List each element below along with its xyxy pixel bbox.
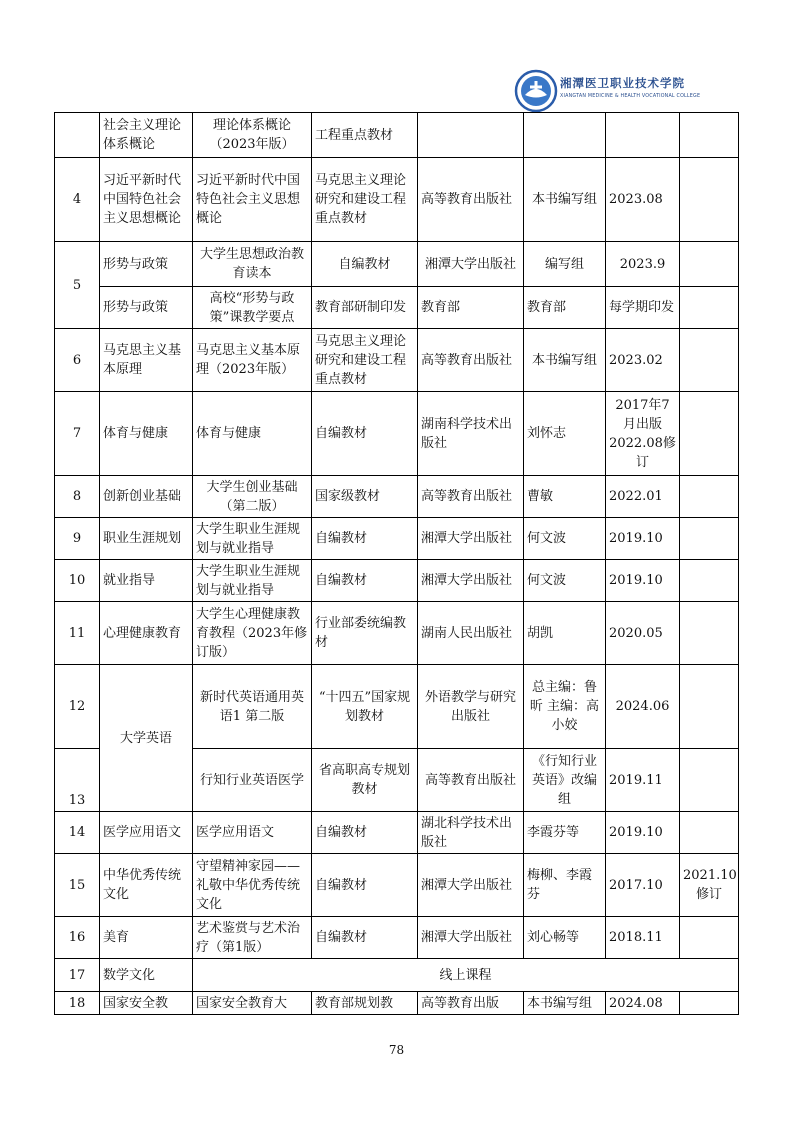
type-cell: 自编教材: [312, 812, 418, 854]
row-number: 18: [55, 992, 100, 1015]
date-cell: 2019.10: [606, 560, 680, 602]
date-cell: 2023.02: [606, 329, 680, 392]
type-cell: “十四五”国家规划教材: [312, 665, 418, 749]
date-cell: [606, 113, 680, 158]
course-cell: 习近平新时代中国特色社会主义思想概论: [100, 158, 193, 242]
textbook-cell: 新时代英语通用英语1 第二版: [193, 665, 312, 749]
author-cell: 本书编写组: [524, 158, 606, 242]
type-cell: 自编教材: [312, 917, 418, 959]
textbook-cell: 理论体系概论（2023年版）: [193, 113, 312, 158]
note-cell: [680, 560, 739, 602]
note-cell: [680, 812, 739, 854]
course-cell: 创新创业基础: [100, 476, 193, 518]
course-cell: 大学英语: [100, 665, 193, 812]
author-cell: 教育部: [524, 287, 606, 329]
row-number: 6: [55, 329, 100, 392]
publisher-cell: 湘潭大学出版社: [418, 917, 524, 959]
table-row: [55, 665, 739, 749]
date-cell: 2024.06: [606, 665, 680, 749]
note-cell: [680, 242, 739, 287]
college-logo: [514, 66, 701, 116]
course-cell: 职业生涯规划: [100, 518, 193, 560]
table-row: [55, 113, 739, 158]
course-cell: 体育与健康: [100, 392, 193, 476]
note-cell: 2021.10修订: [680, 854, 739, 917]
author-cell: 编写组: [524, 242, 606, 287]
table-row: [55, 392, 739, 476]
publisher-cell: 湖南人民出版社: [418, 602, 524, 665]
type-cell: 马克思主义理论研究和建设工程重点教材: [312, 158, 418, 242]
textbook-cell: 行知行业英语医学: [193, 749, 312, 812]
author-cell: 本书编写组: [524, 329, 606, 392]
date-cell: 2023.08: [606, 158, 680, 242]
textbook-cell: 守望精神家园——礼敬中华优秀传统文化: [193, 854, 312, 917]
author-cell: 刘怀志: [524, 392, 606, 476]
publisher-cell: 湘潭大学出版社: [418, 242, 524, 287]
date-cell: 2020.05: [606, 602, 680, 665]
table-row: [55, 854, 739, 917]
publisher-cell: 湘潭大学出版社: [418, 560, 524, 602]
table-row: [55, 158, 739, 242]
note-cell: [680, 287, 739, 329]
table-row: [55, 329, 739, 392]
course-cell: 马克思主义基本原理: [100, 329, 193, 392]
publisher-cell: 高等教育出版社: [418, 329, 524, 392]
note-cell: [680, 329, 739, 392]
author-cell: 何文波: [524, 518, 606, 560]
author-cell: 李霞芬等: [524, 812, 606, 854]
note-cell: [680, 749, 739, 812]
course-cell: 中华优秀传统文化: [100, 854, 193, 917]
type-cell: 自编教材: [312, 518, 418, 560]
row-number: 4: [55, 158, 100, 242]
note-cell: [680, 518, 739, 560]
date-cell: 2019.10: [606, 518, 680, 560]
course-cell: 就业指导: [100, 560, 193, 602]
course-cell: 形势与政策: [100, 242, 193, 287]
row-number: 17: [55, 959, 100, 992]
row-number: 5: [55, 242, 100, 329]
date-cell: 2024.08: [606, 992, 680, 1015]
publisher-cell: 外语教学与研究出版社: [418, 665, 524, 749]
author-cell: 何文波: [524, 560, 606, 602]
row-number: 15: [55, 854, 100, 917]
date-cell: 2022.01: [606, 476, 680, 518]
type-cell: 自编教材: [312, 392, 418, 476]
author-cell: 胡凯: [524, 602, 606, 665]
textbook-cell: 大学生思想政治教育读本: [193, 242, 312, 287]
row-number: 7: [55, 392, 100, 476]
date-cell: 2018.11: [606, 917, 680, 959]
course-cell: 美育: [100, 917, 193, 959]
author-cell: 总主编：鲁昕 主编：高小姣: [524, 665, 606, 749]
date-cell: 每学期印发: [606, 287, 680, 329]
table-row: [55, 959, 739, 992]
textbook-cell: 大学生心理健康教育教程（2023年修订版）: [193, 602, 312, 665]
note-cell: [680, 476, 739, 518]
type-cell: 工程重点教材: [312, 113, 418, 158]
type-cell: 行业部委统编教材: [312, 602, 418, 665]
author-cell: 《行知行业英语》改编组: [524, 749, 606, 812]
table-row: [55, 287, 739, 329]
date-cell: 2017年7月出版2022.08修订: [606, 392, 680, 476]
table-row: [55, 992, 739, 1015]
row-number: 13: [55, 749, 100, 812]
college-emblem-icon: [514, 69, 558, 113]
publisher-cell: 湖南科学技术出版社: [418, 392, 524, 476]
publisher-cell: 湖北科学技术出版社: [418, 812, 524, 854]
publisher-cell: 湘潭大学出版社: [418, 854, 524, 917]
row-number: 16: [55, 917, 100, 959]
type-cell: 国家级教材: [312, 476, 418, 518]
author-cell: 梅柳、李霞芬: [524, 854, 606, 917]
textbook-cell: 习近平新时代中国特色社会主义思想概论: [193, 158, 312, 242]
textbook-cell: 艺术鉴赏与艺术治疗（第1版）: [193, 917, 312, 959]
textbook-table: [54, 112, 739, 1015]
type-cell: 自编教材: [312, 560, 418, 602]
note-cell: [680, 602, 739, 665]
publisher-cell: 高等教育出版社: [418, 476, 524, 518]
textbook-cell: 国家安全教育大: [193, 992, 312, 1015]
note-cell: [680, 158, 739, 242]
online-course-cell: 线上课程: [193, 959, 739, 992]
author-cell: 曹敏: [524, 476, 606, 518]
publisher-cell: 高等教育出版: [418, 992, 524, 1015]
table-row: [55, 560, 739, 602]
table-row: [55, 518, 739, 560]
table-row: [55, 476, 739, 518]
author-cell: [524, 113, 606, 158]
textbook-cell: 医学应用语文: [193, 812, 312, 854]
author-cell: 刘心畅等: [524, 917, 606, 959]
date-cell: 2019.10: [606, 812, 680, 854]
textbook-cell: 大学生创业基础（第二版）: [193, 476, 312, 518]
type-cell: 教育部规划教: [312, 992, 418, 1015]
type-cell: 教育部研制印发: [312, 287, 418, 329]
table-row: [55, 917, 739, 959]
author-cell: 本书编写组: [524, 992, 606, 1015]
row-number: 9: [55, 518, 100, 560]
course-cell: 形势与政策: [100, 287, 193, 329]
textbook-cell: 高校“形势与政策”课教学要点: [193, 287, 312, 329]
row-number: 12: [55, 665, 100, 749]
table-row: [55, 812, 739, 854]
type-cell: 自编教材: [312, 854, 418, 917]
course-cell: 国家安全教: [100, 992, 193, 1015]
publisher-cell: 高等教育出版社: [418, 158, 524, 242]
note-cell: [680, 113, 739, 158]
date-cell: 2017.10: [606, 854, 680, 917]
publisher-cell: 高等教育出版社: [418, 749, 524, 812]
publisher-cell: 湘潭大学出版社: [418, 518, 524, 560]
note-cell: [680, 665, 739, 749]
row-number: 10: [55, 560, 100, 602]
textbook-cell: 大学生职业生涯规划与就业指导: [193, 560, 312, 602]
row-number: 8: [55, 476, 100, 518]
textbook-cell: 马克思主义基本原理（2023年版）: [193, 329, 312, 392]
publisher-cell: 教育部: [418, 287, 524, 329]
course-cell: 医学应用语文: [100, 812, 193, 854]
date-cell: 2019.11: [606, 749, 680, 812]
course-cell: 心理健康教育: [100, 602, 193, 665]
type-cell: 自编教材: [312, 242, 418, 287]
row-number: [55, 113, 100, 158]
type-cell: 省高职高专规划教材: [312, 749, 418, 812]
table-row: [55, 602, 739, 665]
date-cell: 2023.9: [606, 242, 680, 287]
course-cell: 数学文化: [100, 959, 193, 992]
course-cell: 社会主义理论体系概论: [100, 113, 193, 158]
textbook-cell: 体育与健康: [193, 392, 312, 476]
publisher-cell: [418, 113, 524, 158]
page-number: 78: [388, 1043, 405, 1057]
college-name-logo: 湘潭医卫职业技术学院: [560, 76, 685, 90]
table-row: [55, 242, 739, 287]
college-english-name: XIANGTAN MEDICINE & HEALTH VOCATIONAL COLLEGE: [560, 94, 701, 99]
type-cell: 马克思主义理论研究和建设工程重点教材: [312, 329, 418, 392]
row-number: 11: [55, 602, 100, 665]
note-cell: [680, 392, 739, 476]
note-cell: [680, 992, 739, 1015]
row-number: 14: [55, 812, 100, 854]
textbook-cell: 大学生职业生涯规划与就业指导: [193, 518, 312, 560]
note-cell: [680, 917, 739, 959]
